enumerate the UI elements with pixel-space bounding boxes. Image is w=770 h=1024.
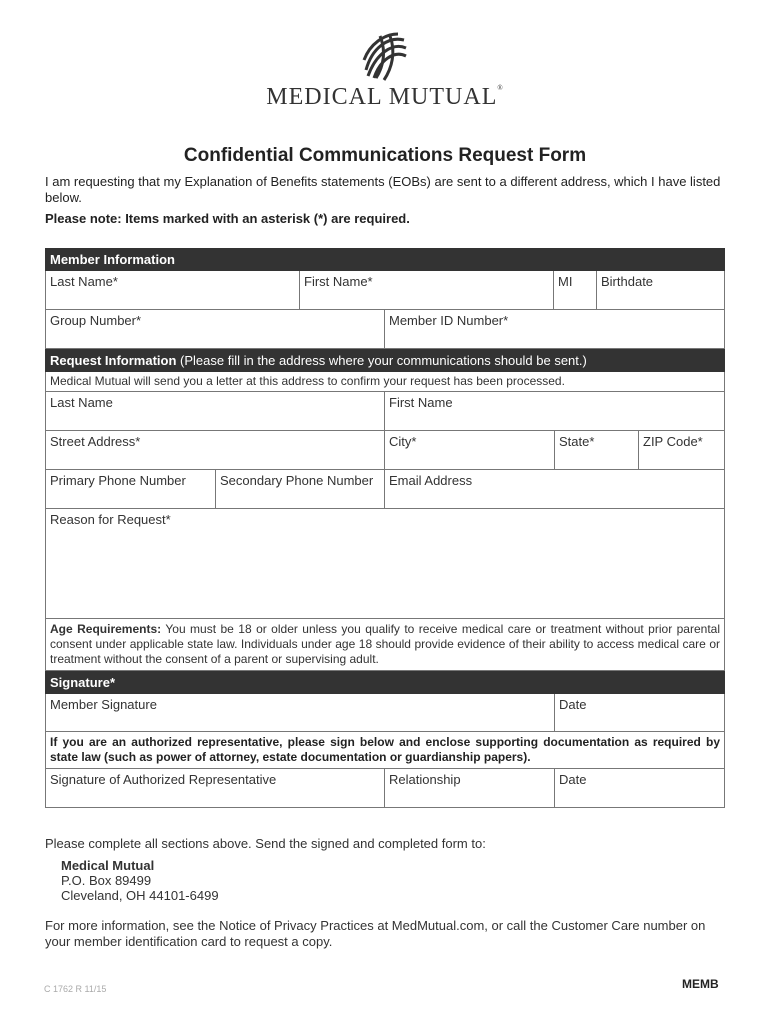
- request-first-name-label: First Name: [389, 395, 453, 410]
- street-address-label: Street Address*: [50, 434, 141, 449]
- complete-instructions: Please complete all sections above. Send the signed and completed form to:: [45, 836, 486, 851]
- group-number-field[interactable]: [46, 310, 385, 348]
- member-first-name-field[interactable]: [300, 271, 554, 309]
- address-name: Medical Mutual: [61, 858, 155, 873]
- address-line-2: Cleveland, OH 44101-6499: [61, 888, 219, 903]
- secondary-phone-label: Secondary Phone Number: [220, 473, 374, 488]
- zip-code-field[interactable]: [639, 431, 724, 469]
- medical-mutual-logo-icon: [360, 30, 410, 82]
- state-field[interactable]: [555, 431, 639, 469]
- address-row: [45, 431, 725, 470]
- representative-signature-label: Signature of Authorized Representative: [50, 772, 277, 787]
- member-birthdate-field[interactable]: [597, 271, 724, 309]
- state-label: State*: [559, 434, 595, 449]
- address-line-1: P.O. Box 89499: [61, 873, 152, 888]
- member-mi-label: MI: [558, 274, 573, 289]
- signature-header: Signature*: [45, 671, 725, 694]
- city-label: City*: [389, 434, 417, 449]
- page-title: Confidential Communications Request Form: [183, 145, 587, 166]
- representative-date-field[interactable]: [555, 769, 724, 807]
- reason-row: [45, 509, 725, 619]
- request-last-name-label: Last Name: [50, 395, 113, 410]
- authorized-representative-note: If you are an authorized representative, please sign below and enclose supporting documentation as required by state law (such as power of attorney, estate documentation or guardianship papers).: [45, 732, 725, 769]
- reason-for-request-label: Reason for Request*: [50, 512, 171, 527]
- request-info-text: Medical Mutual will send you a letter at this address to confirm your request has been processed.: [45, 372, 725, 392]
- member-last-name-label: Last Name*: [50, 274, 118, 289]
- age-requirements-text: [45, 619, 725, 671]
- logo-registered-mark: ®: [497, 84, 504, 92]
- member-information-header: Member Information: [45, 248, 725, 271]
- request-last-name-field[interactable]: [46, 392, 385, 430]
- member-name-row: [45, 271, 725, 310]
- member-id-label: Member ID Number*: [389, 313, 509, 328]
- age-requirements-label: Age Requirements:: [50, 622, 162, 636]
- member-first-name-label: First Name*: [304, 274, 373, 289]
- required-note: Please note: Items marked with an asterisk (*) are required.: [45, 211, 410, 226]
- member-birthdate-label: Birthdate: [601, 274, 654, 289]
- logo-text: MEDICAL MUTUAL: [266, 84, 498, 110]
- age-requirements-body: You must be 18 or older unless you qualify to receive medical care or treatment without prior parental consent under applicable state law. Individuals under age 18 should provide evidence of their ability to access medical care or treatment without the consent of a parent or supervising adult.: [50, 622, 720, 666]
- member-last-name-field[interactable]: [46, 271, 300, 309]
- contact-row: [45, 470, 725, 509]
- representative-signature-row: [45, 769, 725, 808]
- representative-date-label: Date: [559, 772, 587, 787]
- request-information-header: Request Information (Please fill in the address where your communications should be sent.): [45, 349, 725, 372]
- primary-phone-label: Primary Phone Number: [50, 473, 186, 488]
- member-mi-field[interactable]: [554, 271, 597, 309]
- request-first-name-field[interactable]: [385, 392, 724, 430]
- member-id-row: [45, 310, 725, 349]
- member-signature-date-label: Date: [559, 697, 587, 712]
- email-address-field[interactable]: [385, 470, 724, 508]
- secondary-phone-field[interactable]: [216, 470, 385, 508]
- zip-code-label: ZIP Code*: [643, 434, 703, 449]
- city-field[interactable]: [385, 431, 555, 469]
- member-signature-date-field[interactable]: [555, 694, 724, 731]
- group-number-label: Group Number*: [50, 313, 142, 328]
- relationship-label: Relationship: [389, 772, 461, 787]
- primary-phone-field[interactable]: [46, 470, 216, 508]
- street-address-field[interactable]: [46, 431, 385, 469]
- email-address-label: Email Address: [389, 473, 473, 488]
- more-information-text: For more information, see the Notice of Privacy Practices at MedMutual.com, or call the Customer Care number on your member identification card to request a copy.: [45, 918, 706, 949]
- member-signature-label: Member Signature: [50, 697, 157, 712]
- member-signature-row: [45, 694, 725, 732]
- request-name-row: [45, 392, 725, 431]
- intro-text: I am requesting that my Explanation of Benefits statements (EOBs) are sent to a different address, which I have listed below.: [45, 174, 721, 205]
- form-code: C 1762 R 11/15: [44, 984, 107, 994]
- member-signature-field[interactable]: [46, 694, 555, 731]
- member-id-field[interactable]: [385, 310, 724, 348]
- mailing-address: [61, 858, 219, 903]
- representative-signature-field[interactable]: [46, 769, 385, 807]
- reason-for-request-field[interactable]: [46, 509, 724, 618]
- request-form: [45, 248, 725, 808]
- relationship-field[interactable]: [385, 769, 555, 807]
- medical-mutual-logo: [0, 30, 770, 111]
- memb-code: MEMB: [682, 977, 719, 991]
